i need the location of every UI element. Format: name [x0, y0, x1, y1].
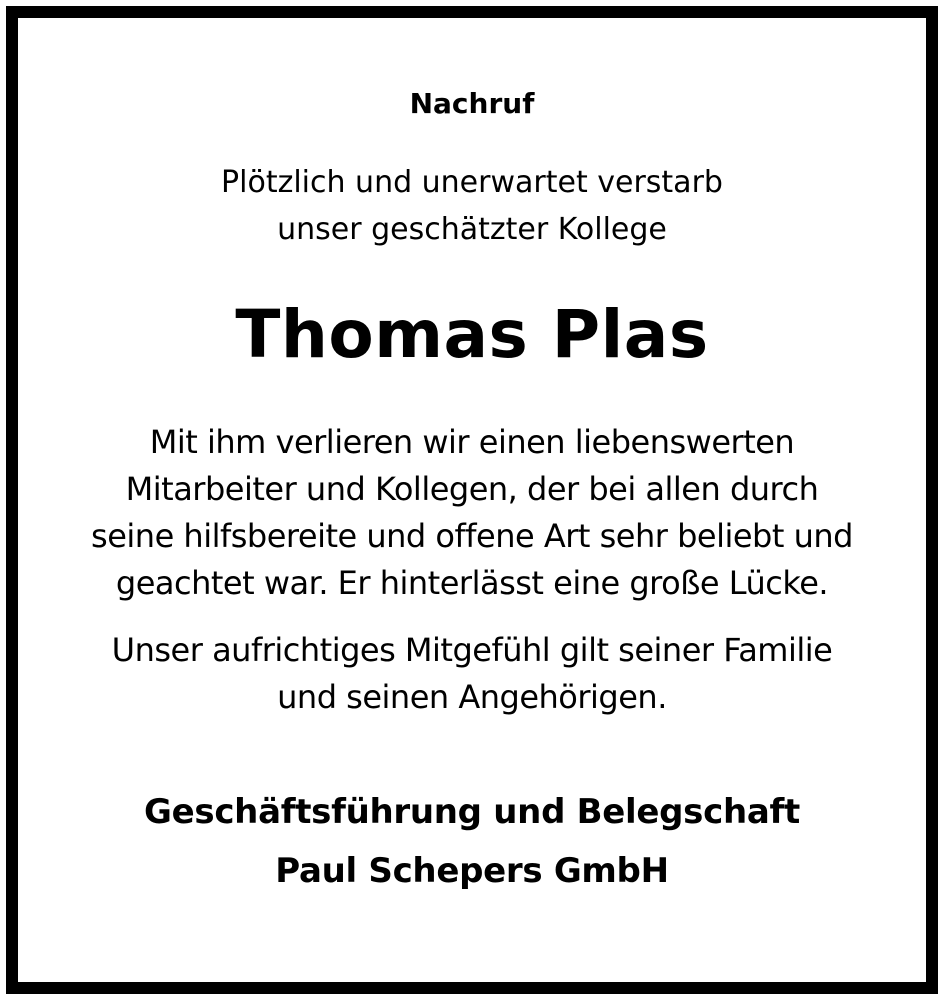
paragraph2-line-2: und seinen Angehörigen. — [277, 678, 667, 716]
intro-line-2: unser geschätzter Kollege — [277, 212, 667, 247]
signature-line-1: Geschäftsführung und Belegschaft — [144, 792, 800, 832]
obituary-frame — [6, 6, 938, 994]
paragraph1-line-2: Mitarbeiter und Kollegen, der bei allen durch — [125, 470, 819, 508]
obituary-heading: Nachruf — [409, 87, 535, 120]
intro-line-1: Plötzlich und unerwartet verstarb — [221, 165, 723, 200]
signature-line-2: Paul Schepers GmbH — [275, 851, 669, 891]
paragraph1-line-4: geachtet war. Er hinterlässt eine große Lücke. — [115, 564, 829, 602]
paragraph1-line-3: seine hilfsbereite und offene Art sehr beliebt und — [91, 517, 853, 555]
paragraph1-line-1: Mit ihm verlieren wir einen liebenswerten — [149, 423, 795, 461]
deceased-name: Thomas Plas — [235, 296, 709, 373]
paragraph2-line-1: Unser aufrichtiges Mitgefühl gilt seiner Familie — [111, 631, 833, 669]
